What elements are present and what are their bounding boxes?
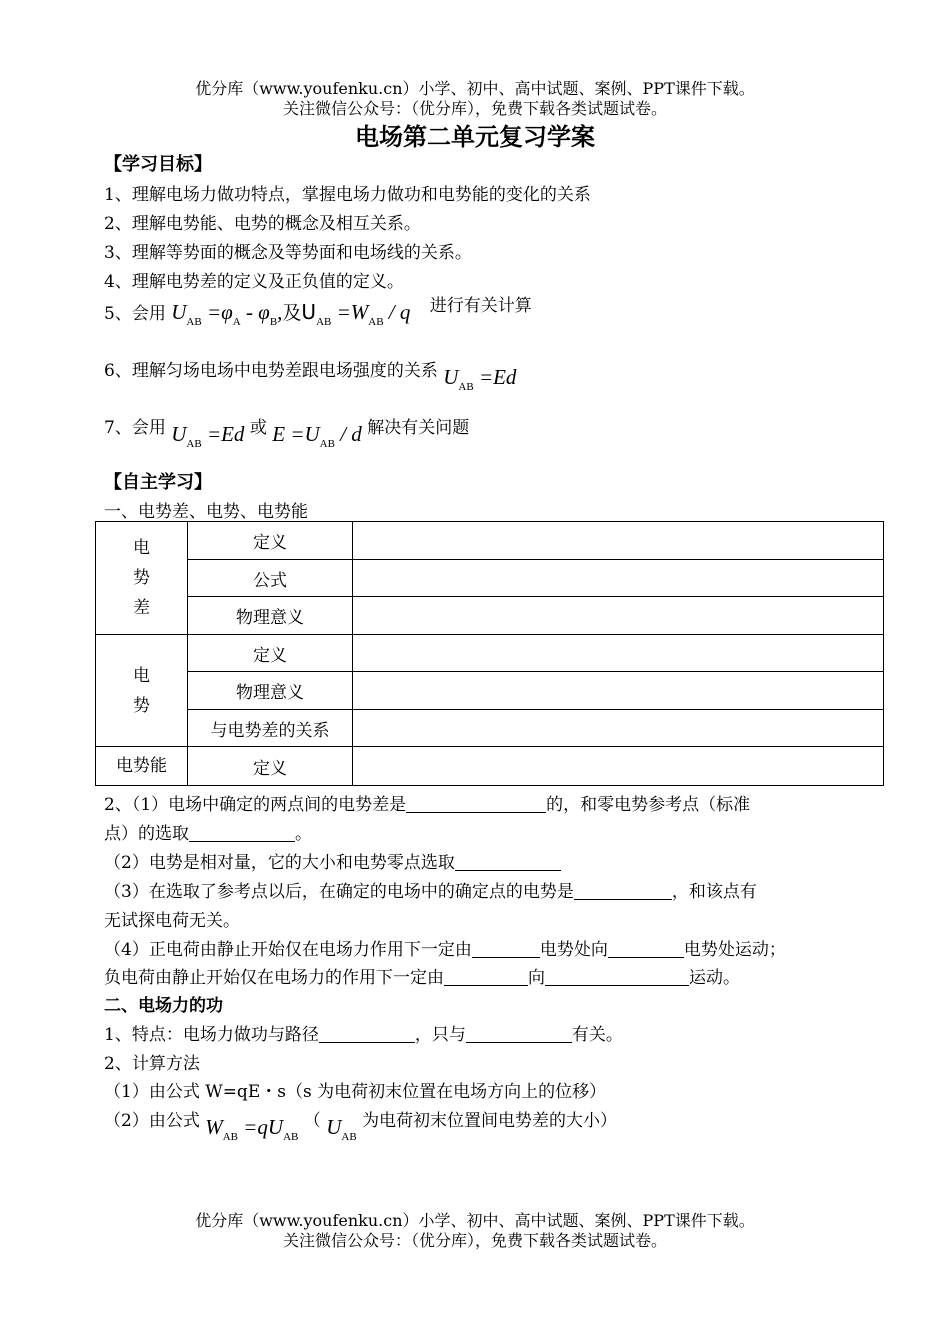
group-potential-difference-label: 电势差 <box>133 538 150 618</box>
row-label-relation: 与电势差的关系 <box>188 710 353 747</box>
answer-cell[interactable] <box>353 560 884 597</box>
answer-cell[interactable] <box>353 672 884 710</box>
goal-5-suffix: 进行有关计算 <box>429 296 532 316</box>
work-p2-1: （1）由公式 W=qE・s（s 为电荷初末位置在电场方向上的位移） <box>104 1082 607 1102</box>
footer-line-1: 优分库（www.youfenku.cn）小学、初中、高中试题、案例、PPT课件下载。 <box>195 1211 755 1230</box>
fill-blank[interactable] <box>545 967 689 986</box>
goals-heading: 【学习目标】 <box>104 154 212 175</box>
header-line-2: 关注微信公众号：（优分库），免费下载各类试题试卷。 <box>282 99 667 118</box>
goal-7-prefix: 7、会用 <box>104 418 166 438</box>
q2-4 <box>104 935 786 960</box>
row-label-physical-meaning: 物理意义 <box>188 597 353 635</box>
group-potential-difference <box>96 522 188 635</box>
goal-5-formula: $U_{AB} =\varphi_A - \varphi_B$,及$U_{AB} =W_{AB} / q$ <box>171 300 411 328</box>
group-potential-label: 电势 <box>133 665 150 716</box>
q2-text: 2、（1）电场中确定的两点间的电势差是 <box>104 795 407 815</box>
work-text: 为电荷初末位置间电势差的大小） <box>362 1111 618 1131</box>
fill-blank[interactable] <box>472 939 540 958</box>
fill-blank[interactable] <box>406 794 546 813</box>
goal-item-7 <box>104 413 470 450</box>
answer-cell[interactable] <box>353 747 884 786</box>
q2-text: 电势处向 <box>539 940 608 960</box>
answer-cell[interactable] <box>353 522 884 560</box>
row-label-formula: 公式 <box>188 560 353 597</box>
q2-text: 的，和零电势参考点（标准 <box>546 795 751 815</box>
q2-3 <box>104 877 757 902</box>
concept-table <box>95 521 884 786</box>
self-study-sub1: 一、电势差、电势、电势能 <box>104 502 308 522</box>
work-heading: 二、电场力的功 <box>104 996 223 1016</box>
q2-text: （2）电势是相对量，它的大小和电势零点选取 <box>104 853 455 873</box>
goal-item-6 <box>104 356 517 393</box>
row-label-definition: 定义 <box>188 522 353 560</box>
work-text: （ <box>303 1111 321 1131</box>
fill-blank[interactable] <box>319 1024 415 1043</box>
footer-line-2: 关注微信公众号：（优分库），免费下载各类试题试卷。 <box>282 1231 667 1250</box>
work-text: ，只与 <box>414 1025 466 1045</box>
goal-item-3: 3、理解等势面的概念及等势面和电场线的关系。 <box>104 243 472 263</box>
q2-2 <box>104 848 561 873</box>
answer-cell[interactable] <box>353 597 884 635</box>
answer-cell[interactable] <box>353 635 884 672</box>
fill-blank[interactable] <box>574 881 672 900</box>
q2-text: 向 <box>528 968 545 988</box>
work-p2-2 <box>104 1106 618 1143</box>
goal-item-5 <box>104 298 532 328</box>
q2-text: 点）的选取 <box>104 824 189 844</box>
work-formula: $W_{AB} =qU_{AB}$ <box>205 1115 299 1143</box>
self-study-heading: 【自主学习】 <box>104 472 212 493</box>
q2-text: （3）在选取了参考点以后，在确定的电场中的确定点的电势是 <box>104 882 574 902</box>
q2-line-1 <box>104 790 750 815</box>
row-label-definition: 定义 <box>188 747 353 786</box>
q2-text: ，和该点有 <box>671 882 757 902</box>
page-title: 电场第二单元复习学案 <box>355 123 595 151</box>
goal-6-prefix: 6、理解匀场电场中电势差跟电场强度的关系 <box>104 361 438 381</box>
goal-5-prefix: 5、会用 <box>104 304 166 324</box>
work-text: 有关。 <box>571 1025 623 1045</box>
q2-text: 运动。 <box>689 968 740 988</box>
work-text: （2）由公式 <box>104 1111 200 1131</box>
q2-text: 负电荷由静止开始仅在电场力的作用下一定由 <box>104 968 444 988</box>
group-potential <box>96 635 188 747</box>
goal-6-formula: $U_{AB} =Ed$ <box>443 365 517 393</box>
fill-blank[interactable] <box>466 1024 572 1043</box>
fill-blank[interactable] <box>608 939 684 958</box>
q2-3-cont: 无试探电荷无关。 <box>104 911 240 931</box>
fill-blank[interactable] <box>189 823 295 842</box>
row-label-physical-meaning: 物理意义 <box>188 672 353 710</box>
fill-blank[interactable] <box>444 967 528 986</box>
q2-text: 电势处运动； <box>683 940 786 960</box>
q2-line-2 <box>104 819 312 844</box>
goal-7-suffix: 解决有关问题 <box>367 418 470 438</box>
goal-7-or: 或 <box>249 418 267 438</box>
goal-7-formula-2: $E =U_{AB} / d$ <box>272 422 362 450</box>
work-text: 1、特点：电场力做功与路径 <box>104 1025 319 1045</box>
header-line-1: 优分库（www.youfenku.cn）小学、初中、高中试题、案例、PPT课件下载。 <box>195 79 755 98</box>
fill-blank[interactable] <box>455 852 561 871</box>
q2-text: 。 <box>295 824 312 844</box>
answer-cell[interactable] <box>353 710 884 747</box>
work-variable: $U_{AB}$ <box>326 1115 357 1143</box>
row-label-definition: 定义 <box>188 635 353 672</box>
work-p1 <box>104 1020 623 1045</box>
goal-7-formula-1: $U_{AB} =Ed$ <box>171 422 245 450</box>
goal-item-1: 1、理解电场力做功特点，掌握电场力做功和电势能的变化的关系 <box>104 185 591 205</box>
work-p2: 2、计算方法 <box>104 1054 200 1074</box>
goal-item-2: 2、理解电势能、电势的概念及相互关系。 <box>104 214 421 234</box>
group-potential-energy: 电势能 <box>96 747 188 786</box>
goal-item-4: 4、理解电势差的定义及正负值的定义。 <box>104 272 404 292</box>
q2-text: （4）正电荷由静止开始仅在电场力作用下一定由 <box>104 940 472 960</box>
q2-4-cont <box>104 963 740 988</box>
